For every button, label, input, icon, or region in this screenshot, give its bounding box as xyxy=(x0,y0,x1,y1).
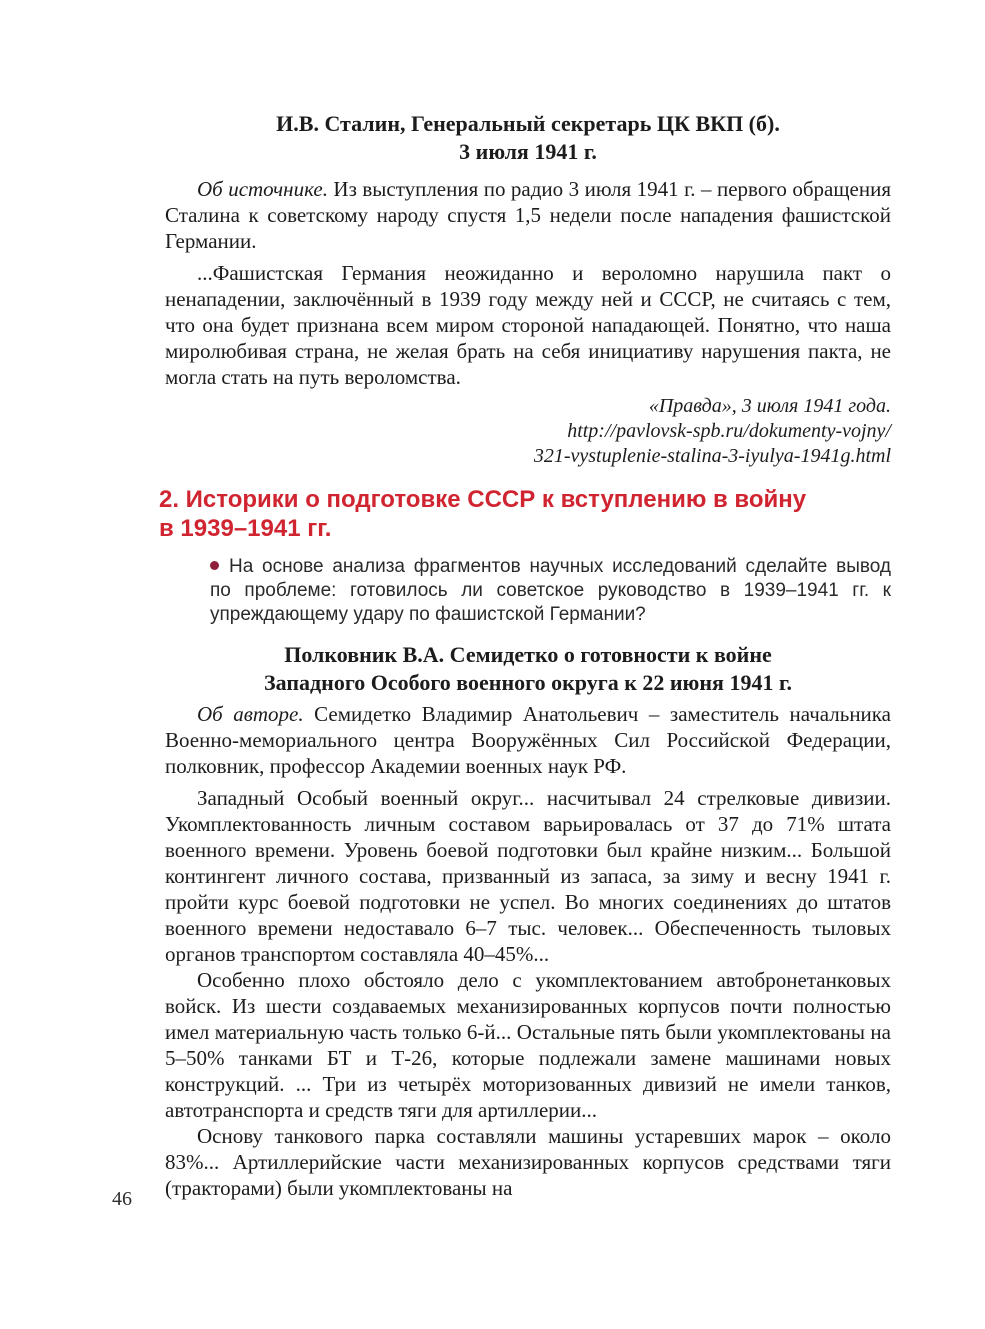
source2-heading-line2: Западного Особого военного округа к 22 июня 1941 г. xyxy=(264,670,792,695)
source1-body-paragraph: ...Фашистская Германия неожиданно и вероломно нарушила пакт о ненападении, заключённый в 1939 году между ней и СССР, не считаясь с тем, что она будет признана всем миром стороной нападающей. Понятно, что наша миролюбивая страна, не желая брать на себя инициативу нарушения пакта, не могла стать на путь вероломства. xyxy=(165,261,891,389)
source1-heading-line1: И.В. Сталин, Генеральный секретарь ЦК ВКП (б). xyxy=(276,111,780,136)
task-text: На основе анализа фрагментов научных исследований сделайте вывод по проблеме: готовилось ли советское руководство в 1939–1941 гг. к упреждающему удару по фашистской Германии? xyxy=(210,556,891,625)
citation-url-line2: 321-vystuplenie-stalina-3-iyulya-1941g.html xyxy=(533,445,891,467)
page-content xyxy=(159,110,891,1201)
source2-heading-line1: Полковник В.А. Семидетко о готовности к войне xyxy=(284,642,772,667)
source1-heading xyxy=(165,110,891,166)
source2-paragraph-1: Западный Особый военный округ... насчитывал 24 стрелковые дивизии. Укомплектованность личным составом варьировалась от 37 до 71% штата военного времени. Уровень боевой подготовки был крайне низким... Большой контингент личного состава, призванный из запаса, за зиму и весну 1941 г. пройти курс боевой подготовки не успел. Во многих соединениях до штатов военного времени недоставало 6–7 тыс. человек... Обеспеченность тыловых органов транспортом составляла 40–45%... xyxy=(165,786,891,966)
section2-heading-line2: в 1939–1941 гг. xyxy=(159,515,332,542)
section2-heading-line1: 2. Историки о подготовке СССР к вступлению в войну xyxy=(159,486,807,513)
source1-heading-line2: 3 июля 1941 г. xyxy=(459,139,597,164)
source2-paragraph-2: Особенно плохо обстояло дело с укомплектованием автобронетанковых войск. Из шести создаваемых механизированных корпусов почти полностью имел материальную часть только 6-й... Остальные пять были укомплектованы на 5–50% танками БТ и Т-26, которые подлежали замене машинами новых конструкций. ... Три из четырёх моторизованных дивизий не имели танков, автотранспорта и средств тяги для артиллерии... xyxy=(165,968,891,1122)
about-author-text: Семидетко Владимир Анатольевич – заместитель начальника Военно-мемориального центра Вооружённых Сил Российской Федерации, полковник, профессор Академии военных наук РФ. xyxy=(165,702,891,778)
about-source-text: Из выступления по радио 3 июля 1941 г. – первого обращения Сталина к советскому народу спустя 1,5 недели после нападения фашистской Германии. xyxy=(165,177,891,253)
source2-paragraph-3: Основу танкового парка составляли машины устаревших марок – около 83%... Артиллерийские части механизированных корпусов средствами тяги (тракторами) были укомплектованы на xyxy=(165,1124,891,1200)
page-number: 46 xyxy=(112,1188,132,1210)
citation-url-line1: http://pavlovsk-spb.ru/dokumenty-vojny/ xyxy=(567,420,891,442)
about-author-label: Об авторе. xyxy=(197,702,304,726)
citation-source-line: «Правда», 3 июля 1941 года. xyxy=(648,395,891,417)
source1-citation xyxy=(165,394,891,469)
red-bullet-icon xyxy=(210,561,219,570)
task-paragraph xyxy=(165,555,891,627)
about-source-label: Об источнике. xyxy=(197,177,328,201)
about-author-paragraph xyxy=(165,701,891,779)
source2-heading xyxy=(165,641,891,697)
section2-heading xyxy=(159,485,891,543)
about-source-paragraph xyxy=(165,176,891,254)
